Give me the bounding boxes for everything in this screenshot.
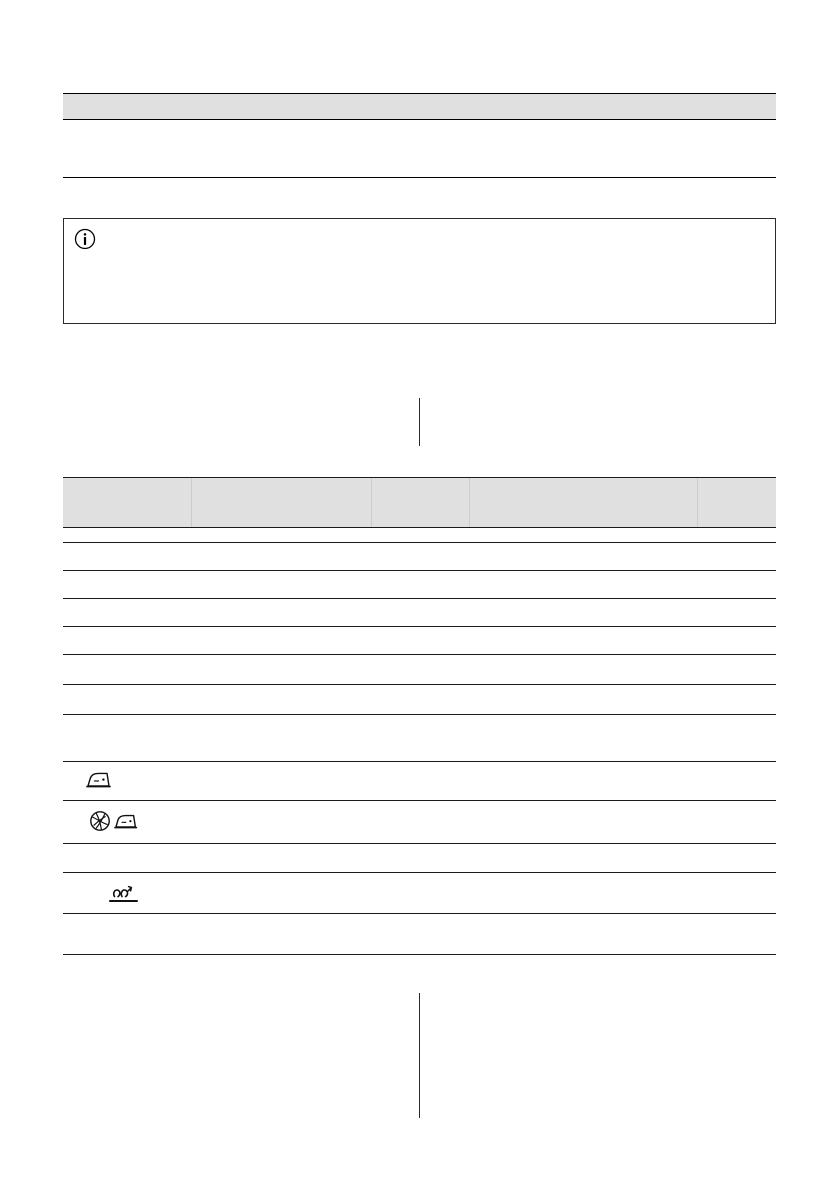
info-note-box [63,218,776,324]
top-table-header-bottom-rule [63,119,776,120]
main-table-bottom-rule [63,954,776,955]
col-sep-3 [469,478,470,527]
column-divider-bottom [419,993,420,1118]
wool-iron-icon [88,808,148,834]
top-table-header-band [63,94,776,119]
col-sep-4 [697,478,698,527]
row-rule-7 [63,714,776,715]
row-rule-8 [63,761,776,762]
column-divider-top [419,398,420,446]
row-rule-3 [63,598,776,599]
top-table-bottom-rule [63,177,776,178]
steam-refresh-icon [107,882,141,908]
main-table-header-bottom-rule [63,527,776,528]
row-rule-11 [63,872,776,873]
col-sep-1 [191,478,192,527]
row-rule-6 [63,684,776,685]
iron-low-temperature-icon [85,768,113,792]
row-rule-10 [63,843,776,844]
row-rule-1 [63,542,776,543]
row-rule-5 [63,654,776,655]
main-table-header-band [63,478,776,527]
info-icon [74,228,96,250]
row-rule-12 [63,913,776,914]
row-rule-9 [63,800,776,801]
row-rule-4 [63,626,776,627]
row-rule-2 [63,570,776,571]
col-sep-2 [371,478,372,527]
